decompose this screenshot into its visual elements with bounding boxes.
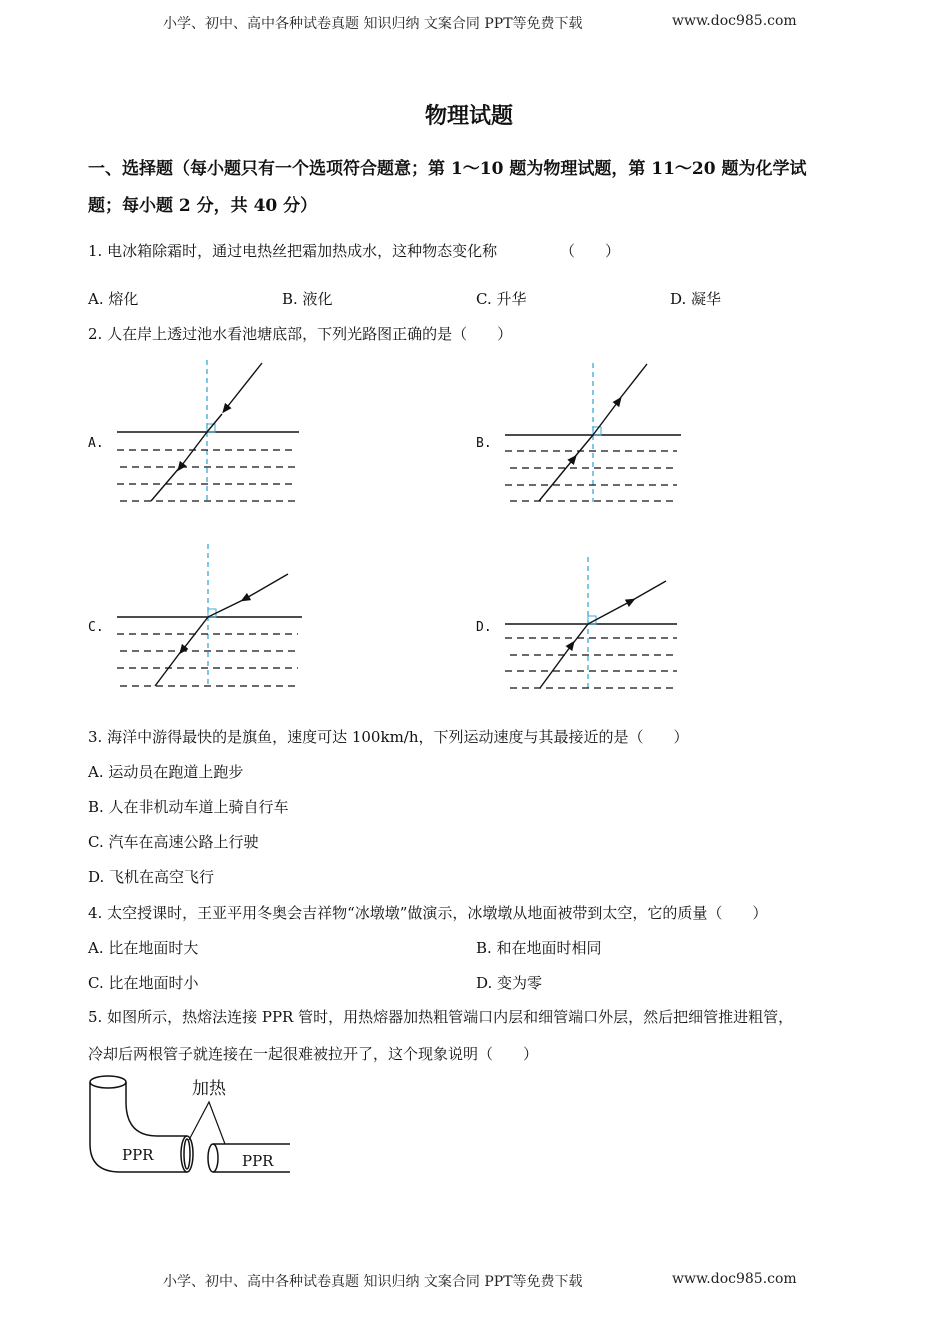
page-title: 物理试题 [425,103,514,129]
heat-pointer-lines [189,1102,225,1144]
ppr-big-label: PPR [122,1146,154,1164]
question-4-text: 4. 太空授课时，王亚平用冬奥会吉祥物“冰墩墩”做演示，冰墩墩从地面被带到太空，它的质量（ ） [88,904,768,922]
q2-diagram-c[interactable] [117,544,302,688]
q1-option-d[interactable]: D. 凝华 [670,290,722,308]
diagram-b-ray-in-air [593,399,620,435]
ppr-small-label: PPR [242,1152,274,1170]
diagram-d-ray-in-water [540,643,573,688]
section-heading-line1: 一、选择题（每小题只有一个选项符合题意；第 1～10 题为物理试题，第 11～20 题为化学试 [88,159,807,179]
q2-diagram-b[interactable] [505,363,681,502]
q2-option-d-label[interactable]: D. [476,620,492,635]
header-site-link[interactable]: www.doc985.com [672,13,797,29]
question-1-answer-blank: （ ） [560,242,621,260]
heat-label: 加热 [192,1079,226,1099]
q4-option-b[interactable]: B. 和在地面时相同 [476,939,602,957]
question-5-text-line1: 5. 如图所示，热熔法连接 PPR 管时，用热熔器加热粗管端口内层和细管端口外层，然后把细管推进粗管， [88,1008,794,1026]
q4-option-a[interactable]: A. 比在地面时大 [88,939,199,957]
q4-option-c[interactable]: C. 比在地面时小 [88,974,199,992]
q2-diagram-d[interactable] [505,557,677,688]
q1-option-b[interactable]: B. 液化 [282,290,333,308]
q3-option-b[interactable]: B. 人在非机动车道上骑自行车 [88,798,289,816]
footer-site-link[interactable]: www.doc985.com [672,1271,797,1287]
diagram-a-incident-ray [224,363,262,411]
section-heading-line2: 题；每小题 2 分，共 40 分） [88,196,318,216]
header-text: 小学、初中、高中各种试卷真题 知识归纳 文案合同 PPT等免费下载 [163,16,583,32]
q2-option-b-label[interactable]: B. [476,436,492,451]
question-2-text: 2. 人在岸上透过池水看池塘底部，下列光路图正确的是（ ） [88,325,513,343]
q2-option-c-label[interactable]: C. [88,620,104,635]
q2-diagram-a[interactable] [117,360,299,502]
diagram-b-ray-in-water [539,457,575,501]
q2-option-a-label[interactable]: A. [88,436,104,451]
q3-option-a[interactable]: A. 运动员在跑道上跑步 [88,763,244,781]
q3-option-c[interactable]: C. 汽车在高速公路上行驶 [88,833,259,851]
ppr-pipe-figure [85,1072,305,1182]
q1-option-a[interactable]: A. 熔化 [88,290,139,308]
question-3-text: 3. 海洋中游得最快的是旗鱼，速度可达 100km/h，下列运动速度与其最接近的是（ ） [88,728,689,746]
diagram-d-ray-in-air [588,600,633,624]
q1-option-c[interactable]: C. 升华 [476,290,527,308]
diagram-c-incident-ray [243,574,288,600]
q3-option-d[interactable]: D. 飞机在高空飞行 [88,868,215,886]
question-1-text: 1. 电冰箱除霜时，通过电热丝把霜加热成水，这种物态变化称 [88,242,498,260]
footer-text: 小学、初中、高中各种试卷真题 知识归纳 文案合同 PPT等免费下载 [163,1274,583,1290]
question-5-text-line2: 冷却后两根管子就连接在一起很难被拉开了，这个现象说明（ ） [88,1045,539,1063]
q4-option-d[interactable]: D. 变为零 [476,974,543,992]
